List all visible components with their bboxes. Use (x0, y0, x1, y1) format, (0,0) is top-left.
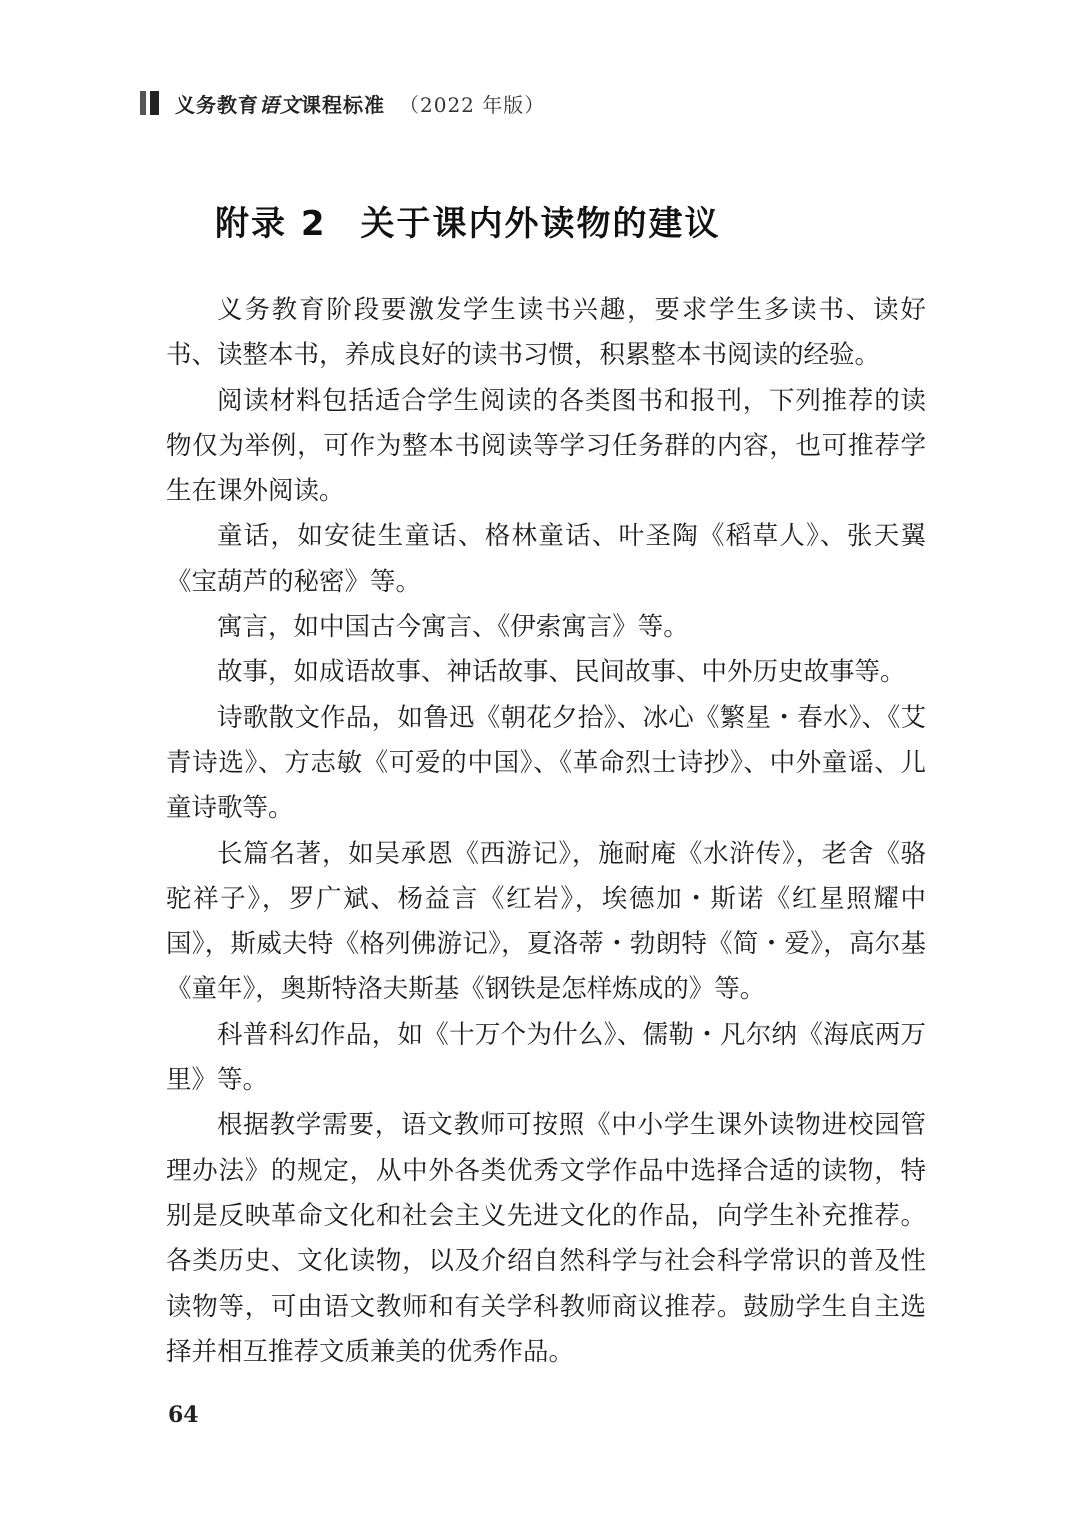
paragraph-intro: 义务教育阶段要激发学生读书兴趣，要求学生多读书、读好书、读整本书，养成良好的读书习惯，积累整本书阅读的经验。 (166, 295, 926, 371)
paragraph-teaching-needs: 根据教学需要，语文教师可按照《中小学生课外读物进校园管理办法》的规定，从中外各类优秀文学作品中选择合适的读物，特别是反映革命文化和社会主义先进文化的作品，向学生补充推荐。各类历史、文化读物，以及介绍自然科学与社会科学常识的普及性读物等，可由语文教师和有关学科教师商议推荐。鼓励学生自主选择并相互推荐文质兼美的优秀作品。 (166, 1110, 926, 1367)
body-text (166, 288, 926, 1375)
header-bar-icon (140, 91, 163, 115)
book-title-part2: 课程标准 (301, 92, 385, 117)
paragraph-poetry-prose: 诗歌散文作品，如鲁迅《朝花夕拾》、冰心《繁星・春水》、《艾青诗选》、方志敏《可爱的中国》、《革命烈士诗抄》、中外童谣、儿童诗歌等。 (166, 702, 926, 824)
paragraph-materials: 阅读材料包括适合学生阅读的各类图书和报刊，下列推荐的读物仅为举例，可作为整本书阅读等学习任务群的内容，也可推荐学生在课外阅读。 (166, 385, 926, 507)
page-number: 64 (168, 1402, 199, 1428)
paragraph-fables: 寓言，如中国古今寓言、《伊索寓言》等。 (217, 612, 689, 643)
book-title (175, 89, 545, 118)
book-title-subject: 语文 (259, 92, 301, 117)
appendix-title: 关于课内外读物的建议 (360, 204, 721, 244)
book-edition: （2022 年版） (399, 92, 546, 117)
book-title-part1: 义务教育 (175, 92, 259, 117)
page-title (215, 196, 721, 245)
appendix-label: 附录 2 (215, 204, 327, 244)
paragraph-popular-science: 科普科幻作品，如《十万个为什么》、儒勒・凡尔纳《海底两万里》等。 (166, 1019, 926, 1096)
paragraph-stories: 故事，如成语故事、神话故事、民间故事、中外历史故事等。 (217, 657, 906, 688)
running-header (140, 86, 545, 120)
paragraph-fairy-tales: 童话，如安徒生童话、格林童话、叶圣陶《稻草人》、张天翼《宝葫芦的秘密》等。 (166, 521, 926, 597)
paragraph-classic-novels: 长篇名著，如吴承恩《西游记》，施耐庵《水浒传》，老舍《骆驼祥子》，罗广斌、杨益言《红岩》，埃德加・斯诺《红星照耀中国》，斯威夫特《格列佛游记》，夏洛蒂・勃朗特《简・爱》，高尔基《童年》，奥斯特洛夫斯基《钢铁是怎样炼成的》等。 (166, 838, 926, 1005)
